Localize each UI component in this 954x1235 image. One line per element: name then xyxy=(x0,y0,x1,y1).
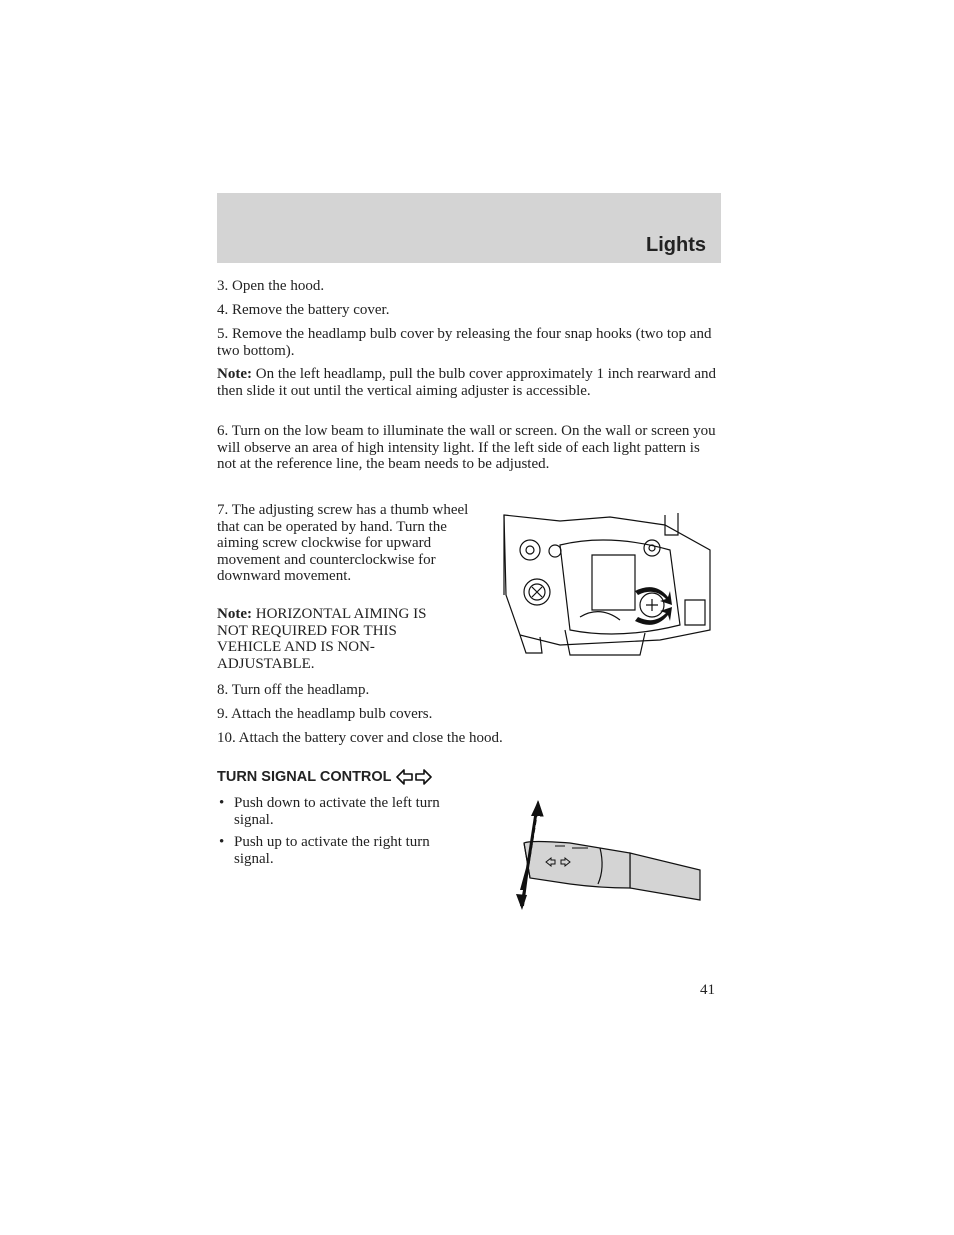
step-8: 8. Turn off the headlamp. xyxy=(217,682,370,698)
bullet-text: Push down to activate the left turn signal. xyxy=(234,795,440,828)
note-horizontal-aiming xyxy=(217,606,457,672)
section-header xyxy=(217,193,721,263)
step-10: 10. Attach the battery cover and close the hood. xyxy=(217,730,503,746)
note-left-headlamp xyxy=(217,366,717,399)
bullet-right-turn xyxy=(217,834,472,867)
bullet-dot: • xyxy=(219,795,225,811)
step-6: 6. Turn on the low beam to illuminate the wall or screen. On the wall or screen you will observe an area of high intensity light. If the left side of each light pattern is not at the reference line, the beam needs to be adjusted. xyxy=(217,423,716,472)
step-4: 4. Remove the battery cover. xyxy=(217,302,390,318)
step-9: 9. Attach the headlamp bulb covers. xyxy=(217,706,433,722)
note-text: HORIZONTAL AIMING IS NOT REQUIRED FOR THIS VEHICLE AND IS NON-ADJUSTABLE. xyxy=(217,606,427,672)
step-3: 3. Open the hood. xyxy=(217,278,325,294)
bullet-text: Push up to activate the right turn signal. xyxy=(234,834,430,867)
note-label: Note: xyxy=(217,606,252,622)
bullet-left-turn xyxy=(217,795,472,828)
step-5: 5. Remove the headlamp bulb cover by releasing the four snap hooks (two top and two bottom). xyxy=(217,326,712,359)
bullet-dot: • xyxy=(219,834,225,850)
step-7: 7. The adjusting screw has a thumb wheel that can be operated by hand. Turn the aiming screw clockwise for upward movement and counterclockwise for downward movement. xyxy=(217,502,469,584)
note-text: On the left headlamp, pull the bulb cover approximately 1 inch rearward and then slide it out until the vertical aiming adjuster is accessible. xyxy=(217,366,716,399)
headlamp-aiming-illustration xyxy=(500,505,712,660)
turn-signal-title: TURN SIGNAL CONTROL xyxy=(217,769,392,785)
page-number: 41 xyxy=(700,982,715,998)
turn-signal-arrows-icon xyxy=(396,769,432,785)
section-title: Lights xyxy=(646,234,706,256)
note-label: Note: xyxy=(217,366,252,382)
turn-signal-lever-illustration xyxy=(510,798,705,916)
turn-signal-heading xyxy=(217,769,432,785)
